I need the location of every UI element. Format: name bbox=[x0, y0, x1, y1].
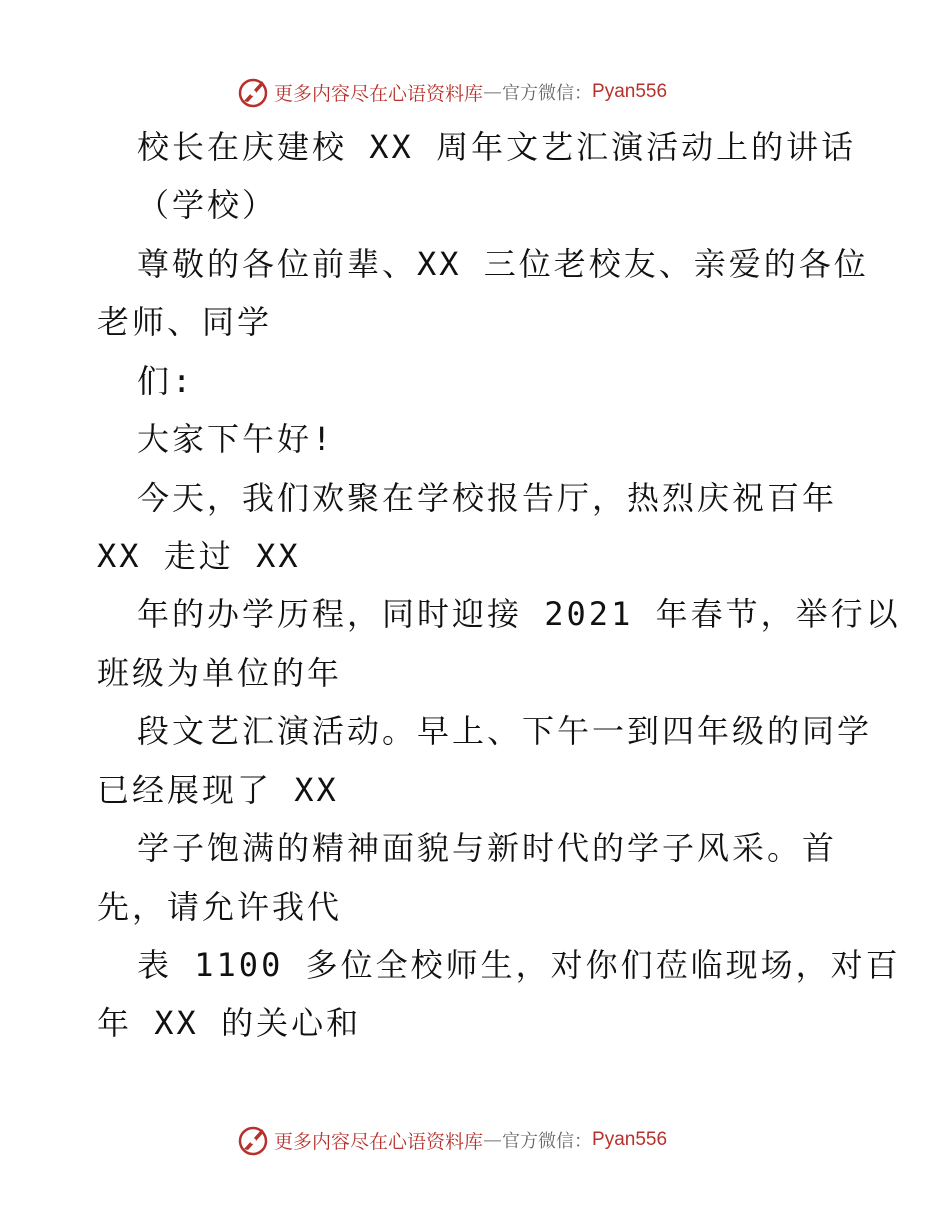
watermark-label: 官方微信： bbox=[502, 83, 593, 104]
text-line: 表 1100 多位全校师生，对你们莅临现场，对百 bbox=[137, 946, 901, 984]
watermark-label: 官方微信： bbox=[502, 1131, 593, 1152]
quill-pen-logo-icon bbox=[236, 75, 270, 109]
watermark-id: Pyan556 bbox=[592, 1129, 668, 1150]
quill-pen-logo-icon bbox=[236, 1123, 270, 1157]
text-line: 已经展现了 XX bbox=[97, 771, 339, 809]
header-watermark bbox=[236, 72, 667, 112]
watermark-separator: — bbox=[483, 81, 503, 103]
document-subtitle: （学校） bbox=[137, 186, 278, 224]
text-line: 老师、同学 bbox=[97, 303, 273, 341]
text-line: 学子饱满的精神面貌与新时代的学子风采。首 bbox=[137, 829, 838, 867]
text-line: 年 XX 的关心和 bbox=[97, 1004, 362, 1042]
text-line: XX 走过 XX bbox=[97, 537, 301, 575]
watermark-separator: — bbox=[483, 1129, 503, 1151]
watermark-id: Pyan556 bbox=[592, 81, 668, 102]
watermark-main-text: 更多内容尽在心语资料库 bbox=[274, 82, 484, 105]
text-line: 年的办学历程，同时迎接 2021 年春节，举行以 bbox=[137, 595, 901, 633]
text-line: 今天，我们欢聚在学校报告厅，热烈庆祝百年 bbox=[137, 479, 838, 517]
text-line: 先，请允许我代 bbox=[97, 888, 343, 926]
text-line: 大家下午好! bbox=[137, 420, 335, 458]
text-line: 段文艺汇演活动。早上、下午一到四年级的同学 bbox=[137, 712, 873, 750]
document-title: 校长在庆建校 XX 周年文艺汇演活动上的讲话 bbox=[137, 128, 857, 166]
text-line: 尊敬的各位前辈、XX 三位老校友、亲爱的各位 bbox=[137, 245, 869, 283]
footer-watermark bbox=[236, 1120, 667, 1160]
watermark-main-text: 更多内容尽在心语资料库 bbox=[274, 1130, 484, 1153]
text-line: 班级为单位的年 bbox=[97, 654, 343, 692]
text-line: 们: bbox=[137, 362, 195, 400]
